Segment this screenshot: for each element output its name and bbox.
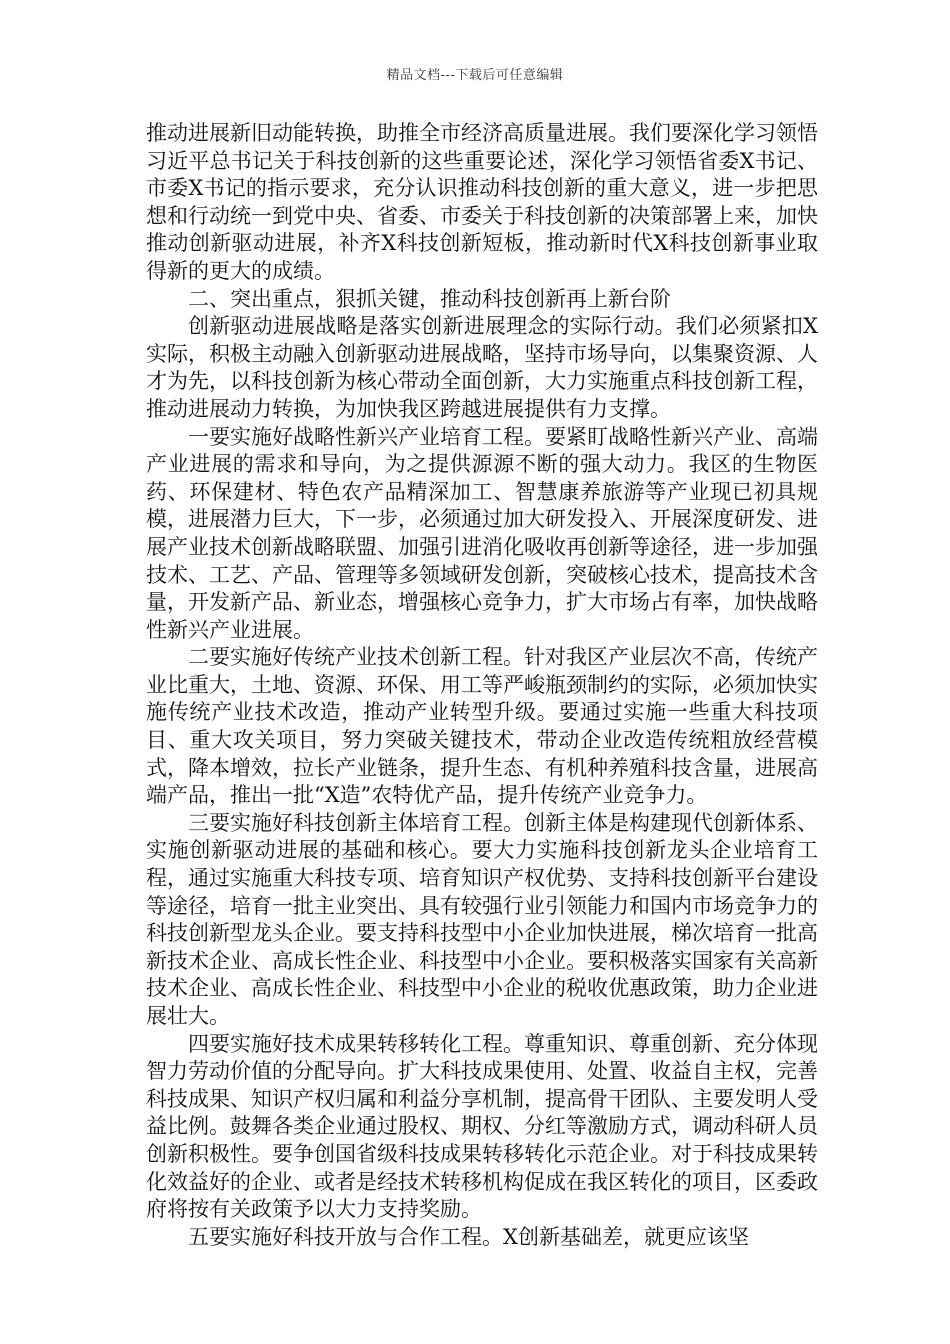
paragraph-5: 二要实施好传统产业技术创新工程。针对我区产业层次不高，传统产业比重大，土地、资源、环保、用工等严峻瓶颈制约的实际，必须加快实施传统产业技术改造，推动产业转型升级。要通过实施一些重大科技项目、重大攻关项目，努力突破关键技术，带动企业改造传统粗放经营模式，降本增效，拉长产业链条，提升生态、有机种养殖科技含量，进展高端产品，推出一批“X造”农特优产品，提升传统产业竞争力。 bbox=[146, 645, 818, 808]
paragraph-6: 三要实施好科技创新主体培育工程。创新主体是构建现代创新体系、实施创新驱动进展的基础和核心。要大力实施科技创新龙头企业培育工程，通过实施重大科技专项、培育知识产权优势、支持科技创新平台建设等途径，培育一批主业突出、具有较强行业引领能力和国内市场竞争力的科技创新型龙头企业。要支持科技型中小企业加快进展，梯次培育一批高新技术企业、高成长性企业、科技型中小企业。要积极落实国家有关高新技术企业、高成长性企业、科技型中小企业的税收优惠政策，助力企业进展壮大。 bbox=[146, 810, 818, 1028]
paragraph-7: 四要实施好技术成果转移转化工程。尊重知识、尊重创新、充分体现智力劳动价值的分配导向。扩大科技成果使用、处置、收益自主权，完善科技成果、知识产权归属和利益分享机制，提高骨干团队、主要发明人受益比例。鼓舞各类企业通过股权、期权、分红等激励方式，调动科研人员创新积极性。要争创国省级科技成果转移转化示范企业。对于科技成果转化效益好的企业、或者是经技术转移机构促成在我区转化的项目，区委政府将按有关政策予以大力支持奖励。 bbox=[146, 1031, 818, 1222]
paragraph-4: 一要实施好战略性新兴产业培育工程。要紧盯战略性新兴产业、高端产业进展的需求和导向，为之提供源源不断的强大动力。我区的生物医药、环保建材、特色农产品精深加工、智慧康养旅游等产业现已初具规模，进展潜力巨大，下一步，必须通过加大研发投入、开展深度研发、进展产业技术创新战略联盟、加强引进消化吸收再创新等途径，进一步加强技术、工艺、产品、管理等多领域研发创新，突破核心技术，提高技术含量，开发新产品、新业态，增强核心竞争力，扩大市场占有率，加快战略性新兴产业进展。 bbox=[146, 424, 818, 642]
section-heading-2: 二、突出重点，狠抓关键，推动科技创新再上新台阶 bbox=[188, 286, 671, 311]
paragraph-3: 创新驱动进展战略是落实创新进展理念的实际行动。我们必须紧扣X实际，积极主动融入创新驱动进展战略，坚持市场导向，以集聚资源、人才为先，以科技创新为核心带动全面创新，大力实施重点科技创新工程，推动进展动力转换，为加快我区跨越进展提供有力支撑。 bbox=[146, 314, 818, 421]
paragraph-1: 推动进展新旧动能转换，助推全市经济高质量进展。我们要深化学习领悟习近平总书记关于科技创新的这些重要论述，深化学习领悟省委X书记、市委X书记的指示要求，充分认识推动科技创新的重大意义，进一步把思想和行动统一到党中央、省委、市委关于科技创新的决策部署上来，加快推动创新驱动进展，补齐X科技创新短板，推动新时代X科技创新事业取得新的更大的成绩。 bbox=[146, 121, 818, 283]
document-body bbox=[146, 120, 818, 1251]
page-header: 精品文档---下载后可任意编辑 bbox=[386, 68, 564, 83]
paragraph-8: 五要实施好科技开放与合作工程。X创新基础差，就更应该坚 bbox=[188, 1224, 749, 1249]
